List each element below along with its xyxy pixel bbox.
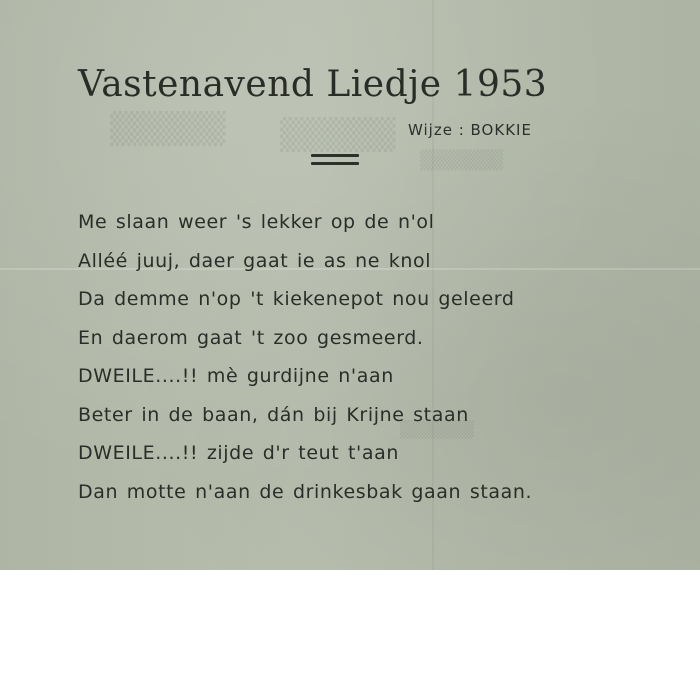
bleed-through-mark: ▒▒▒▒▒ [280, 118, 396, 153]
song-title: Vastenavend Liedje 1953 [78, 64, 548, 105]
divider-line-bottom [311, 162, 359, 165]
lyric-line: Alléé juuj, daer gaat ie as ne knol [78, 249, 432, 272]
lyrics-verse [78, 211, 532, 519]
divider-line-top [311, 154, 359, 157]
lyric-line: Dan motte n'aan de drinkesbak gaan staan. [78, 480, 533, 503]
lyric-line: En daerom gaat 't zoo gesmeerd. [78, 326, 424, 349]
lyric-line: DWEILE....!! zijde d'r teut t'aan [78, 442, 399, 464]
bleed-through-mark: ▒▒▒▒▒▒ [400, 420, 474, 439]
lyric-line: DWEILE....!! mè gurdijne n'aan [78, 365, 394, 387]
lyric-line: Beter in de baan, dán bij Krijne staan [78, 403, 469, 426]
bleed-through-mark: ▒▒▒▒▒ [110, 112, 226, 147]
tune-label: Wijze : BOKKIE [408, 121, 532, 139]
lyric-line: Da demme n'op 't kiekenepot nou geleerd [78, 288, 515, 310]
lyric-line: Me slaan weer 's lekker op de n'ol [78, 211, 435, 233]
double-rule-divider [311, 154, 359, 166]
bleed-through-mark: ▒▒▒▒▒▒ [420, 150, 504, 171]
